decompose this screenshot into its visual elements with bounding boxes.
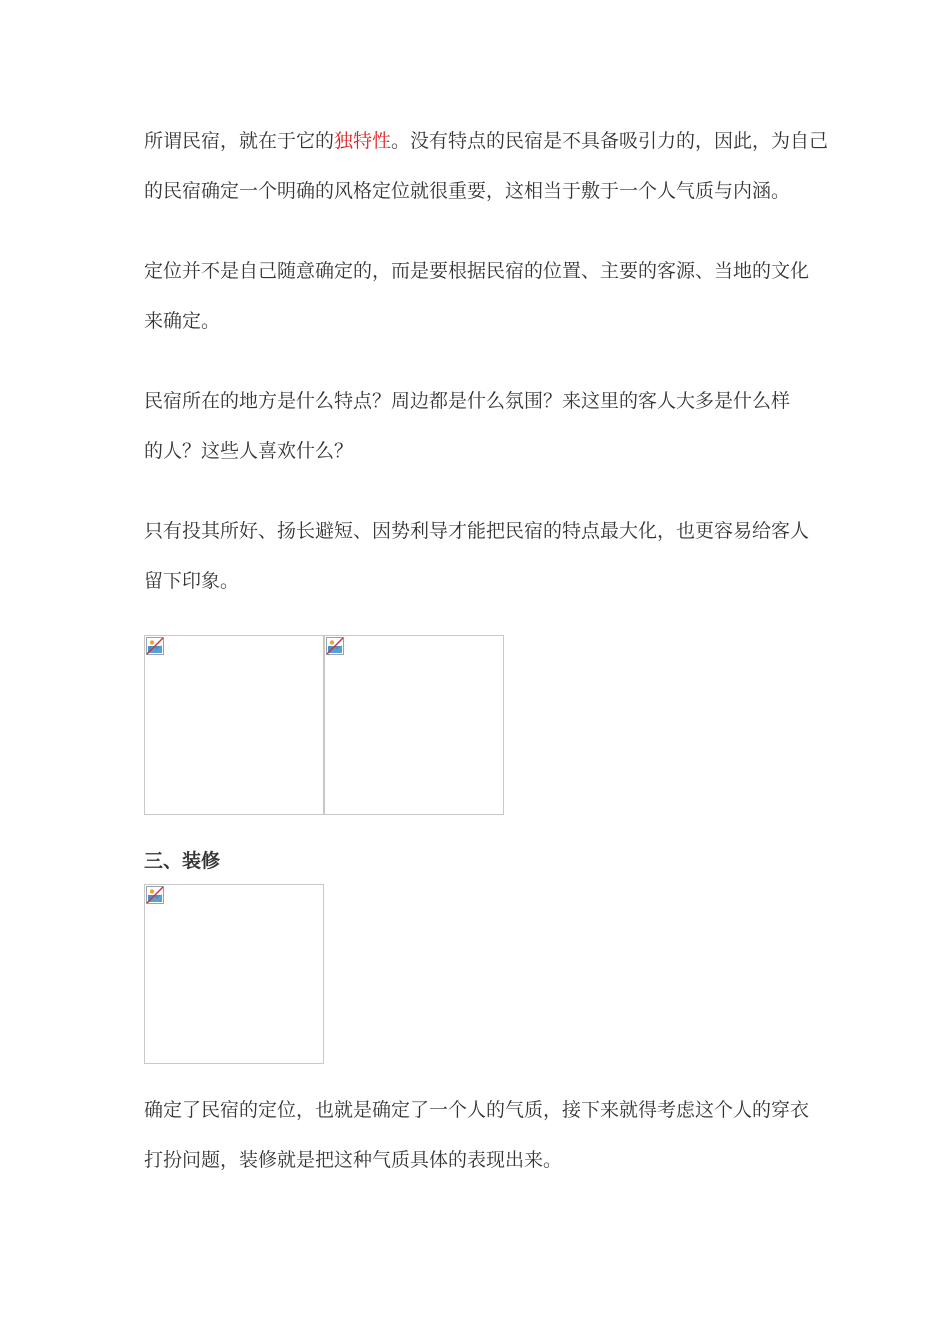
image-placeholder (144, 884, 324, 1064)
text-segment: 。没有特点的民宿是不具备吸引力的，因此，为自己 (391, 130, 829, 152)
section-heading: 三、装修 (144, 850, 221, 872)
paragraph-line (144, 116, 829, 166)
paragraph-2 (144, 246, 816, 346)
paragraph-1 (144, 116, 829, 216)
broken-image-icon (146, 886, 164, 904)
image-placeholder (324, 635, 504, 815)
paragraph-line: 来确定。 (144, 310, 221, 332)
paragraph-line: 打扮问题，装修就是把这种气质具体的表现出来。 (144, 1149, 563, 1171)
paragraph-line: 只有投其所好、扬长避短、因势利导才能把民宿的特点最大化，也更容易给客人 (144, 520, 810, 542)
paragraph-line: 确定了民宿的定位，也就是确定了一个人的气质，接下来就得考虑这个人的穿衣 (144, 1099, 810, 1121)
paragraph-line: 的人？这些人喜欢什么？ (144, 440, 354, 462)
broken-image-icon (326, 637, 344, 655)
paragraph-4 (144, 506, 816, 606)
paragraph-line: 留下印象。 (144, 570, 240, 592)
highlighted-term: 独特性 (334, 130, 392, 152)
text-segment: 所谓民宿，就在于它的 (144, 130, 335, 152)
paragraph-5 (144, 1085, 816, 1185)
paragraph-line: 的民宿确定一个明确的风格定位就很重要，这相当于敷于一个人气质与内涵。 (144, 180, 791, 202)
paragraph-line: 定位并不是自己随意确定的，而是要根据民宿的位置、主要的客源、当地的文化 (144, 260, 810, 282)
paragraph-3 (144, 376, 816, 476)
image-placeholder (144, 635, 324, 815)
paragraph-line: 民宿所在的地方是什么特点？周边都是什么氛围？来这里的客人大多是什么样 (144, 390, 791, 412)
broken-image-icon (146, 637, 164, 655)
